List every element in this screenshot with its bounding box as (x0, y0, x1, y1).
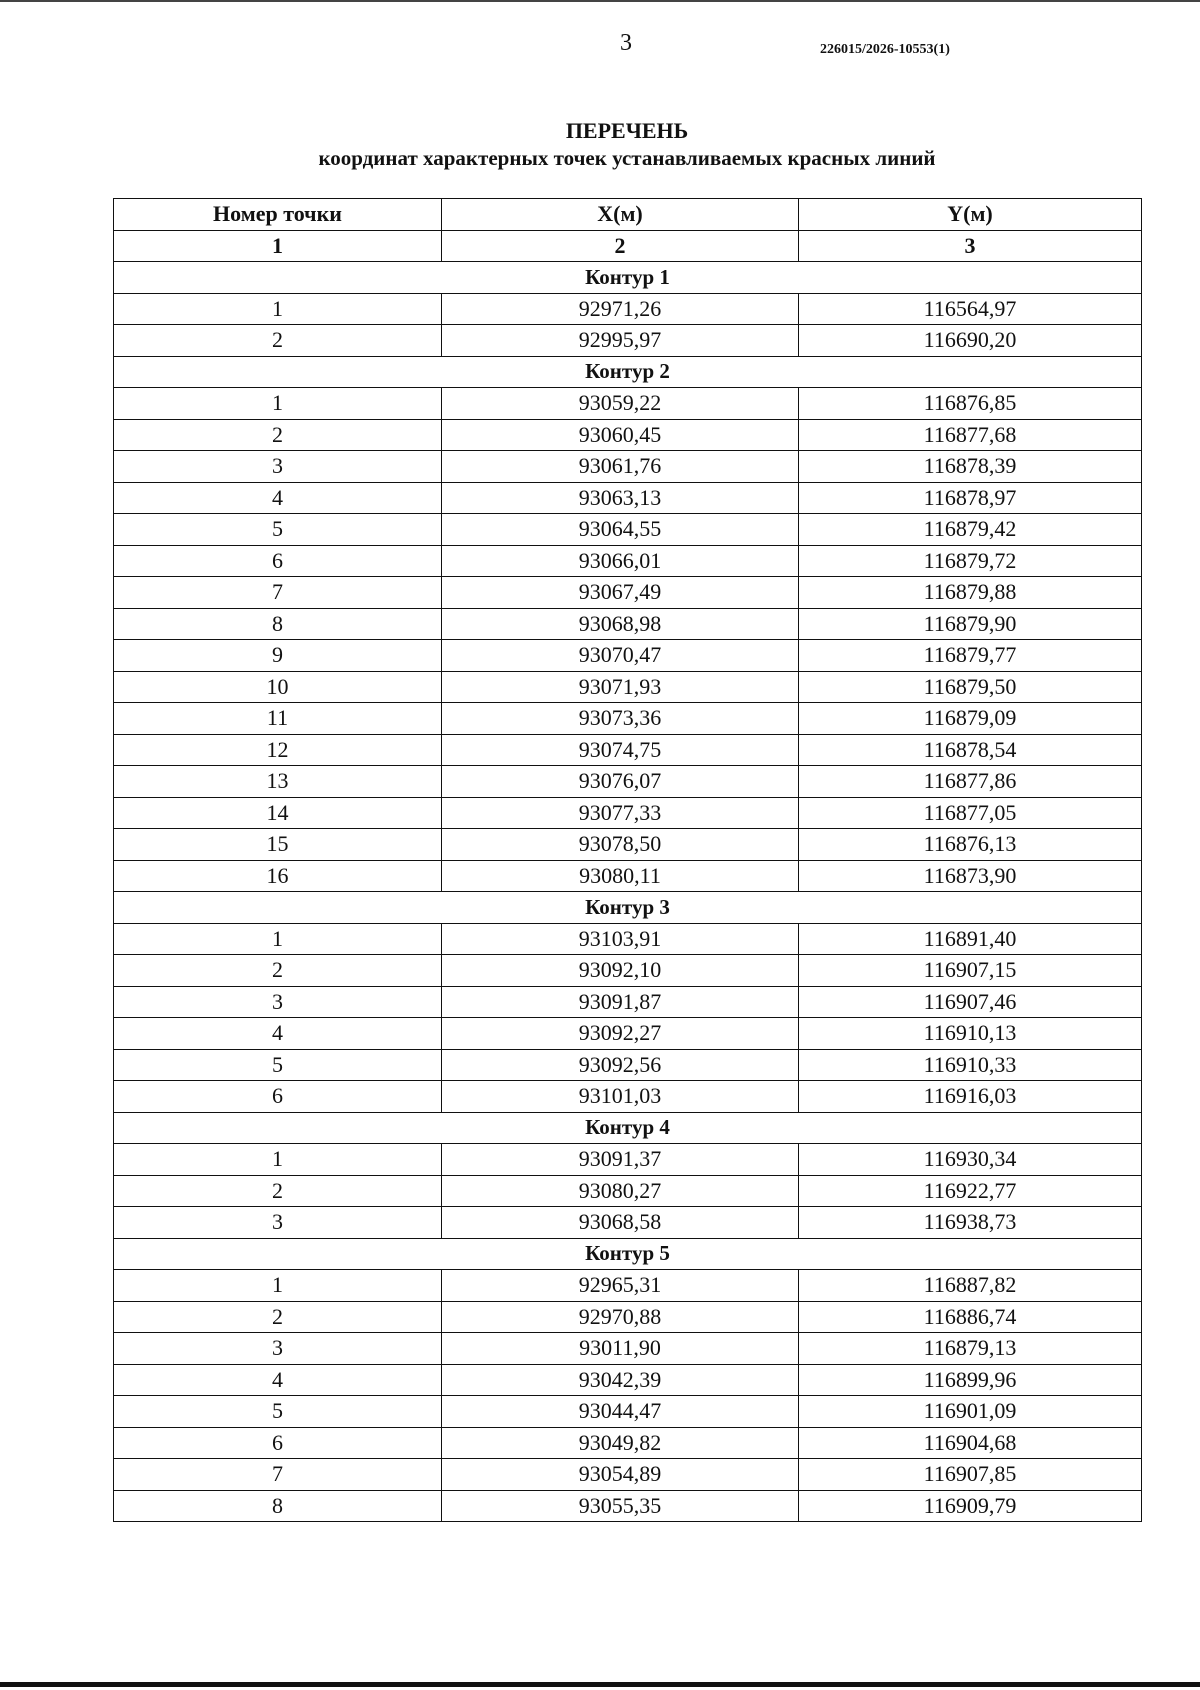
x-coordinate-cell: 93063,13 (442, 482, 799, 514)
x-coordinate-cell: 93054,89 (442, 1459, 799, 1491)
x-coordinate-cell: 93061,76 (442, 451, 799, 483)
y-coordinate-cell: 116887,82 (799, 1270, 1142, 1302)
column-number-row (114, 230, 1142, 262)
x-coordinate-cell: 93078,50 (442, 829, 799, 861)
x-coordinate-cell: 92995,97 (442, 325, 799, 357)
y-coordinate-cell: 116907,46 (799, 986, 1142, 1018)
contour-header-row (114, 356, 1142, 388)
table-row (114, 1144, 1142, 1176)
table-row (114, 388, 1142, 420)
x-coordinate-cell: 93092,56 (442, 1049, 799, 1081)
y-coordinate-cell: 116922,77 (799, 1175, 1142, 1207)
x-coordinate-cell: 93073,36 (442, 703, 799, 735)
contour-label: Контур 3 (114, 892, 1142, 924)
y-coordinate-cell: 116879,72 (799, 545, 1142, 577)
x-coordinate-cell: 93091,87 (442, 986, 799, 1018)
contour-header-row (114, 262, 1142, 294)
table-row (114, 419, 1142, 451)
x-coordinate-cell: 93101,03 (442, 1081, 799, 1113)
y-coordinate-cell: 116904,68 (799, 1427, 1142, 1459)
y-coordinate-cell: 116879,13 (799, 1333, 1142, 1365)
table-row (114, 1270, 1142, 1302)
y-coordinate-cell: 116877,86 (799, 766, 1142, 798)
y-coordinate-cell: 116886,74 (799, 1301, 1142, 1333)
table-row (114, 766, 1142, 798)
x-coordinate-cell: 93068,98 (442, 608, 799, 640)
y-coordinate-cell: 116873,90 (799, 860, 1142, 892)
y-coordinate-cell: 116899,96 (799, 1364, 1142, 1396)
point-number-cell: 10 (114, 671, 442, 703)
table-row (114, 1175, 1142, 1207)
y-coordinate-cell: 116879,77 (799, 640, 1142, 672)
table-row (114, 734, 1142, 766)
x-coordinate-cell: 93049,82 (442, 1427, 799, 1459)
table-row (114, 1364, 1142, 1396)
x-coordinate-cell: 93044,47 (442, 1396, 799, 1428)
header-y: Y(м) (799, 199, 1142, 231)
y-coordinate-cell: 116879,42 (799, 514, 1142, 546)
point-number-cell: 6 (114, 1081, 442, 1113)
y-coordinate-cell: 116564,97 (799, 293, 1142, 325)
point-number-cell: 3 (114, 1207, 442, 1239)
point-number-cell: 11 (114, 703, 442, 735)
y-coordinate-cell: 116910,13 (799, 1018, 1142, 1050)
y-coordinate-cell: 116879,90 (799, 608, 1142, 640)
column-number-1: 1 (114, 230, 442, 262)
y-coordinate-cell: 116930,34 (799, 1144, 1142, 1176)
table-row (114, 955, 1142, 987)
x-coordinate-cell: 93064,55 (442, 514, 799, 546)
point-number-cell: 6 (114, 545, 442, 577)
y-coordinate-cell: 116879,09 (799, 703, 1142, 735)
x-coordinate-cell: 93071,93 (442, 671, 799, 703)
table-row (114, 608, 1142, 640)
table-row (114, 1018, 1142, 1050)
contour-header-row (114, 1238, 1142, 1270)
column-number-3: 3 (799, 230, 1142, 262)
point-number-cell: 2 (114, 1175, 442, 1207)
x-coordinate-cell: 92965,31 (442, 1270, 799, 1302)
table-row (114, 640, 1142, 672)
point-number-cell: 7 (114, 1459, 442, 1491)
header-point-number: Номер точки (114, 199, 442, 231)
point-number-cell: 9 (114, 640, 442, 672)
x-coordinate-cell: 93076,07 (442, 766, 799, 798)
point-number-cell: 5 (114, 514, 442, 546)
table-row (114, 482, 1142, 514)
y-coordinate-cell: 116907,15 (799, 955, 1142, 987)
point-number-cell: 3 (114, 1333, 442, 1365)
table-row (114, 1049, 1142, 1081)
table-row (114, 451, 1142, 483)
point-number-cell: 4 (114, 1018, 442, 1050)
table-row (114, 577, 1142, 609)
contour-label: Контур 4 (114, 1112, 1142, 1144)
x-coordinate-cell: 93011,90 (442, 1333, 799, 1365)
table-row (114, 325, 1142, 357)
table-header-row (114, 199, 1142, 231)
point-number-cell: 4 (114, 482, 442, 514)
y-coordinate-cell: 116916,03 (799, 1081, 1142, 1113)
scan-bottom-edge (0, 1682, 1200, 1687)
x-coordinate-cell: 92970,88 (442, 1301, 799, 1333)
point-number-cell: 1 (114, 293, 442, 325)
point-number-cell: 3 (114, 451, 442, 483)
x-coordinate-cell: 93066,01 (442, 545, 799, 577)
x-coordinate-cell: 93060,45 (442, 419, 799, 451)
table-row (114, 1333, 1142, 1365)
table-row (114, 293, 1142, 325)
point-number-cell: 2 (114, 325, 442, 357)
x-coordinate-cell: 93092,27 (442, 1018, 799, 1050)
x-coordinate-cell: 93077,33 (442, 797, 799, 829)
y-coordinate-cell: 116879,50 (799, 671, 1142, 703)
y-coordinate-cell: 116876,13 (799, 829, 1142, 861)
x-coordinate-cell: 93074,75 (442, 734, 799, 766)
x-coordinate-cell: 93042,39 (442, 1364, 799, 1396)
x-coordinate-cell: 93091,37 (442, 1144, 799, 1176)
contour-header-row (114, 1112, 1142, 1144)
coordinates-table (113, 198, 1142, 1522)
x-coordinate-cell: 93080,27 (442, 1175, 799, 1207)
table-row (114, 1396, 1142, 1428)
table-row (114, 1301, 1142, 1333)
y-coordinate-cell: 116878,39 (799, 451, 1142, 483)
y-coordinate-cell: 116879,88 (799, 577, 1142, 609)
document-title: ПЕРЕЧЕНЬ (565, 118, 689, 143)
table-row (114, 1207, 1142, 1239)
page-number: 3 (620, 30, 632, 56)
y-coordinate-cell: 116901,09 (799, 1396, 1142, 1428)
x-coordinate-cell: 93092,10 (442, 955, 799, 987)
point-number-cell: 4 (114, 1364, 442, 1396)
table-row (114, 1427, 1142, 1459)
y-coordinate-cell: 116876,85 (799, 388, 1142, 420)
contour-label: Контур 2 (114, 356, 1142, 388)
contour-label: Контур 5 (114, 1238, 1142, 1270)
document-subtitle: координат характерных точек устанавливаемых красных линий (318, 146, 936, 170)
y-coordinate-cell: 116877,05 (799, 797, 1142, 829)
table-row (114, 986, 1142, 1018)
x-coordinate-cell: 93068,58 (442, 1207, 799, 1239)
point-number-cell: 1 (114, 923, 442, 955)
table-row (114, 514, 1142, 546)
y-coordinate-cell: 116938,73 (799, 1207, 1142, 1239)
point-number-cell: 5 (114, 1396, 442, 1428)
x-coordinate-cell: 93103,91 (442, 923, 799, 955)
point-number-cell: 6 (114, 1427, 442, 1459)
point-number-cell: 2 (114, 419, 442, 451)
contour-label: Контур 1 (114, 262, 1142, 294)
table-row (114, 1490, 1142, 1522)
y-coordinate-cell: 116907,85 (799, 1459, 1142, 1491)
y-coordinate-cell: 116891,40 (799, 923, 1142, 955)
table-row (114, 1459, 1142, 1491)
x-coordinate-cell: 93080,11 (442, 860, 799, 892)
table-row (114, 923, 1142, 955)
point-number-cell: 3 (114, 986, 442, 1018)
y-coordinate-cell: 116690,20 (799, 325, 1142, 357)
table-row (114, 545, 1142, 577)
table-row (114, 797, 1142, 829)
table-row (114, 1081, 1142, 1113)
y-coordinate-cell: 116910,33 (799, 1049, 1142, 1081)
y-coordinate-cell: 116877,68 (799, 419, 1142, 451)
point-number-cell: 13 (114, 766, 442, 798)
contour-header-row (114, 892, 1142, 924)
point-number-cell: 7 (114, 577, 442, 609)
table-row (114, 829, 1142, 861)
table-row (114, 860, 1142, 892)
point-number-cell: 8 (114, 608, 442, 640)
table-row (114, 703, 1142, 735)
point-number-cell: 16 (114, 860, 442, 892)
point-number-cell: 5 (114, 1049, 442, 1081)
point-number-cell: 2 (114, 955, 442, 987)
header-x: X(м) (442, 199, 799, 231)
point-number-cell: 1 (114, 1270, 442, 1302)
point-number-cell: 2 (114, 1301, 442, 1333)
table-row (114, 671, 1142, 703)
y-coordinate-cell: 116909,79 (799, 1490, 1142, 1522)
point-number-cell: 12 (114, 734, 442, 766)
document-code: 226015/2026-10553(1) (820, 42, 950, 57)
y-coordinate-cell: 116878,97 (799, 482, 1142, 514)
point-number-cell: 14 (114, 797, 442, 829)
y-coordinate-cell: 116878,54 (799, 734, 1142, 766)
point-number-cell: 1 (114, 388, 442, 420)
point-number-cell: 1 (114, 1144, 442, 1176)
x-coordinate-cell: 93070,47 (442, 640, 799, 672)
point-number-cell: 8 (114, 1490, 442, 1522)
scan-edge-line (0, 0, 1200, 2)
x-coordinate-cell: 92971,26 (442, 293, 799, 325)
table-body (114, 262, 1142, 1522)
x-coordinate-cell: 93055,35 (442, 1490, 799, 1522)
x-coordinate-cell: 93067,49 (442, 577, 799, 609)
x-coordinate-cell: 93059,22 (442, 388, 799, 420)
column-number-2: 2 (442, 230, 799, 262)
point-number-cell: 15 (114, 829, 442, 861)
